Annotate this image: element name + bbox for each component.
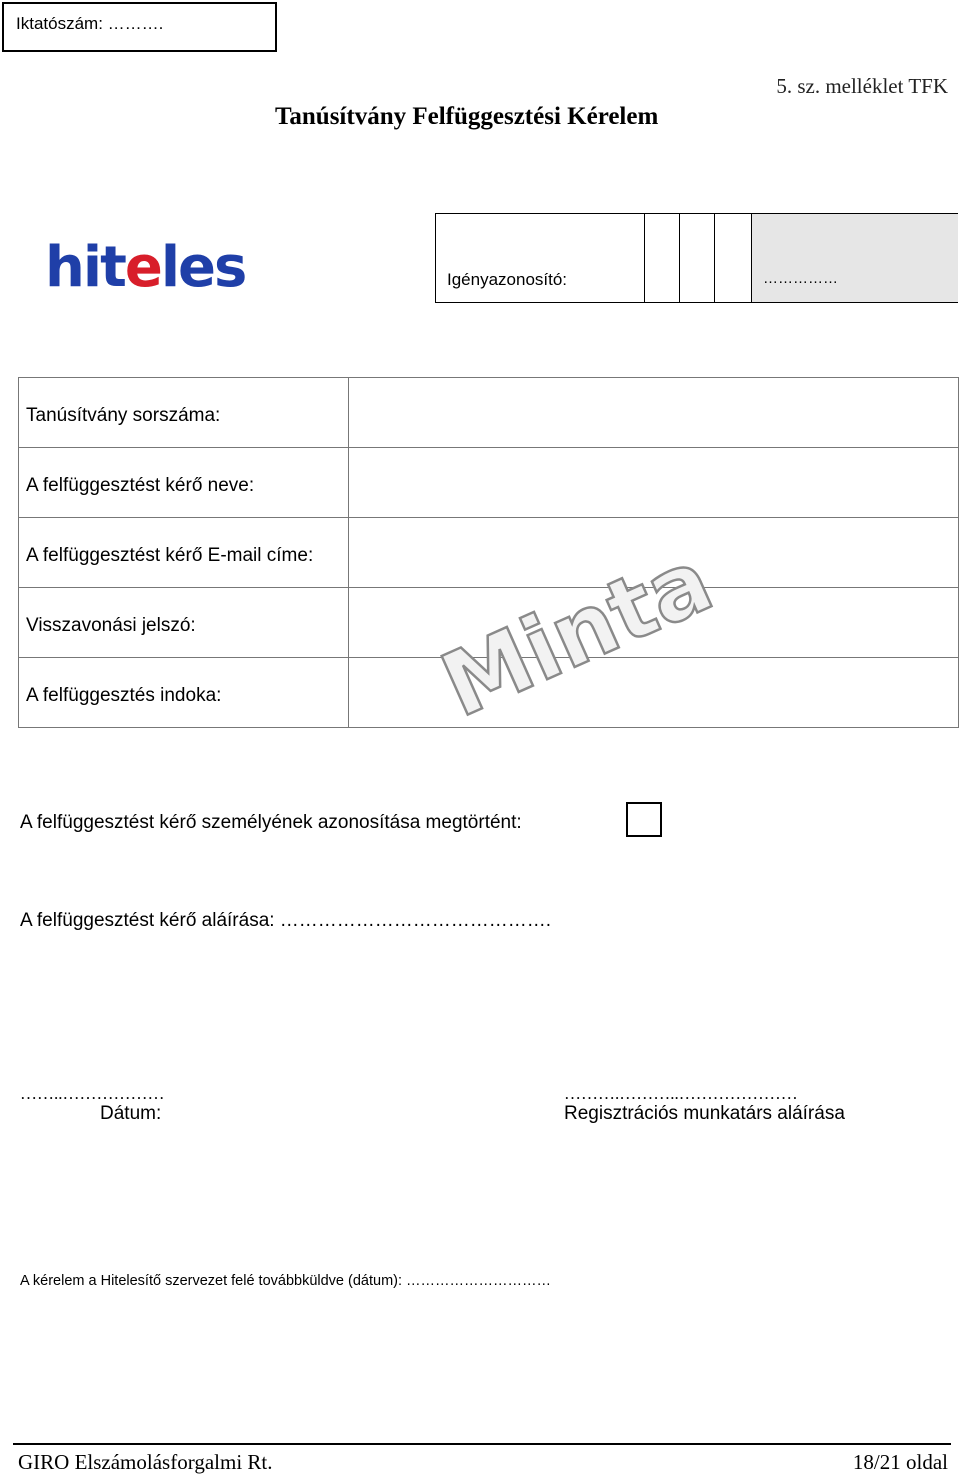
page-title: Tanúsítvány Felfüggesztési Kérelem	[275, 103, 659, 130]
request-id-value-field[interactable]	[751, 214, 958, 302]
request-id-cell	[714, 214, 751, 302]
requester-signature-line: A felfüggesztést kérő aláírása: …………………………………….	[20, 910, 552, 931]
request-id-cell	[679, 214, 714, 302]
registry-number-label: Iktatószám: ……….	[16, 14, 164, 33]
form-label: A felfüggesztést kérő neve:	[19, 448, 349, 518]
footer-page-number: 18/21 oldal	[852, 1450, 948, 1474]
annex-label: 5. sz. melléklet TFK	[776, 74, 948, 98]
form-label: A felfüggesztést kérő E-mail címe:	[19, 518, 349, 588]
watermark-text: Minta	[427, 528, 727, 738]
forwarded-date-line: A kérelem a Hitelesítő szervezet felé továbbküldve (dátum): …………………………	[20, 1273, 552, 1289]
footer-divider	[13, 1443, 951, 1445]
registry-number-box	[2, 2, 277, 52]
request-id-value: ……………	[763, 270, 838, 287]
logo-text: hiteles	[45, 235, 246, 300]
hiteles-logo	[45, 235, 255, 300]
request-id-label: Igényazonosító:	[447, 270, 568, 289]
certificate-serial-field[interactable]	[349, 378, 959, 448]
registrar-signature-dots: ……….………..…………………	[564, 1084, 798, 1103]
request-id-box	[435, 213, 958, 303]
form-label: Tanúsítvány sorszáma:	[19, 378, 349, 448]
request-id-cell	[644, 214, 679, 302]
identification-statement: A felfüggesztést kérő személyének azonosítása megtörtént:	[20, 812, 522, 833]
table-row	[19, 378, 959, 448]
sample-watermark	[400, 506, 727, 738]
form-label: A felfüggesztés indoka:	[19, 658, 349, 728]
footer-company: GIRO Elszámolásforgalmi Rt.	[18, 1450, 273, 1474]
registrar-signature-label: Regisztrációs munkatárs aláírása	[564, 1103, 845, 1124]
date-dots: ……..………………	[20, 1084, 165, 1103]
date-label: Dátum:	[100, 1103, 162, 1124]
form-label: Visszavonási jelszó:	[19, 588, 349, 658]
identification-checkbox[interactable]	[626, 802, 662, 837]
